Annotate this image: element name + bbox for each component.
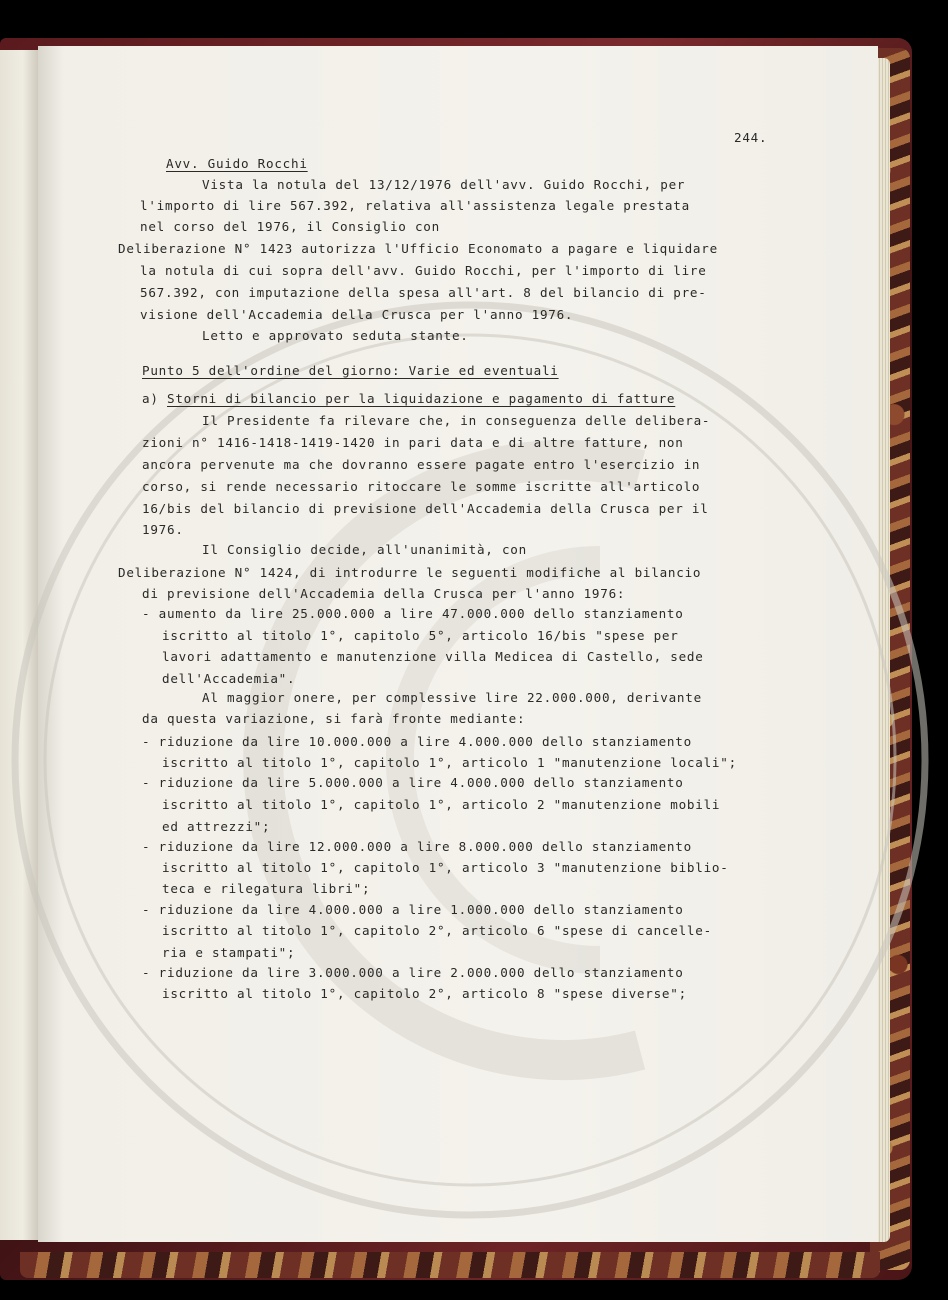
text-line: ria e stampati"; xyxy=(162,945,296,960)
text-line: iscritto al titolo 1°, capitolo 1°, articolo 1 "manutenzione locali"; xyxy=(162,755,737,770)
section-heading-punto-5: Punto 5 dell'ordine del giorno: Varie ed eventuali xyxy=(142,363,559,378)
text-line: iscritto al titolo 1°, capitolo 2°, articolo 8 "spese diverse"; xyxy=(162,986,687,1001)
list-item: - riduzione da lire 10.000.000 a lire 4.000.000 dello stanziamento xyxy=(142,734,692,749)
text-line: Deliberazione N° 1423 autorizza l'Ufficio Economato a pagare e liquidare xyxy=(118,241,718,256)
text-line: teca e rilegatura libri"; xyxy=(162,881,371,896)
list-item: - aumento da lire 25.000.000 a lire 47.000.000 dello stanziamento xyxy=(142,606,684,621)
left-page xyxy=(0,50,38,1240)
text-line: ancora pervenute ma che dovranno essere pagate entro l'esercizio in xyxy=(142,457,701,472)
text-line: da questa variazione, si farà fronte mediante: xyxy=(142,711,526,726)
text-line: corso, si rende necessario ritoccare le somme iscritte all'articolo xyxy=(142,479,701,494)
text-line: iscritto al titolo 1°, capitolo 2°, articolo 6 "spese di cancelle- xyxy=(162,923,712,938)
item-marker: a) xyxy=(142,391,159,406)
text-line: zioni n° 1416-1418-1419-1420 in pari data e di altre fatture, non xyxy=(142,435,684,450)
text-line: ed attrezzi"; xyxy=(162,819,271,834)
text-line: di previsione dell'Accademia della Crusca per l'anno 1976: xyxy=(142,586,626,601)
text-line: nel corso del 1976, il Consiglio con xyxy=(140,219,440,234)
list-item: - riduzione da lire 12.000.000 a lire 8.000.000 dello stanziamento xyxy=(142,839,692,854)
text-line: iscritto al titolo 1°, capitolo 1°, articolo 2 "manutenzione mobili xyxy=(162,797,721,812)
list-item: - riduzione da lire 4.000.000 a lire 1.000.000 dello stanziamento xyxy=(142,902,684,917)
text-line: iscritto al titolo 1°, capitolo 5°, articolo 16/bis "spese per xyxy=(162,628,679,643)
text-line: iscritto al titolo 1°, capitolo 1°, articolo 3 "manutenzione biblio- xyxy=(162,860,729,875)
page-number: 244. xyxy=(734,130,768,145)
text-line: Vista la notula del 13/12/1976 dell'avv. Guido Rocchi, per xyxy=(202,177,686,192)
list-item: - riduzione da lire 5.000.000 a lire 4.000.000 dello stanziamento xyxy=(142,775,684,790)
text-line: 1976. xyxy=(142,522,184,537)
list-item: - riduzione da lire 3.000.000 a lire 2.000.000 dello stanziamento xyxy=(142,965,684,980)
text-line: Il Presidente fa rilevare che, in conseguenza delle delibera- xyxy=(202,413,711,428)
text-line: Letto e approvato seduta stante. xyxy=(202,328,469,343)
text-line: 567.392, con imputazione della spesa all'art. 8 del bilancio di pre- xyxy=(140,285,707,300)
text-line: l'importo di lire 567.392, relativa all'assistenza legale prestata xyxy=(140,198,690,213)
text-line: Il Consiglio decide, all'unanimità, con xyxy=(202,542,527,557)
text-line: visione dell'Accademia della Crusca per l'anno 1976. xyxy=(140,307,574,322)
subsection-heading-storni: Storni di bilancio per la liquidazione e pagamento di fatture xyxy=(167,391,676,406)
text-line: Al maggior onere, per complessive lire 22.000.000, derivante xyxy=(202,690,702,705)
section-heading-rocchi: Avv. Guido Rocchi xyxy=(166,156,308,171)
text-line: dell'Accademia". xyxy=(162,671,296,686)
marbled-bottom-edge xyxy=(20,1252,880,1278)
text-line: lavori adattamento e manutenzione villa Medicea di Castello, sede xyxy=(162,649,704,664)
text-line: la notula di cui sopra dell'avv. Guido Rocchi, per l'importo di lire xyxy=(140,263,707,278)
text-line: 16/bis del bilancio di previsione dell'Accademia della Crusca per il xyxy=(142,501,709,516)
text-line: Deliberazione N° 1424, di introdurre le seguenti modifiche al bilancio xyxy=(118,565,702,580)
